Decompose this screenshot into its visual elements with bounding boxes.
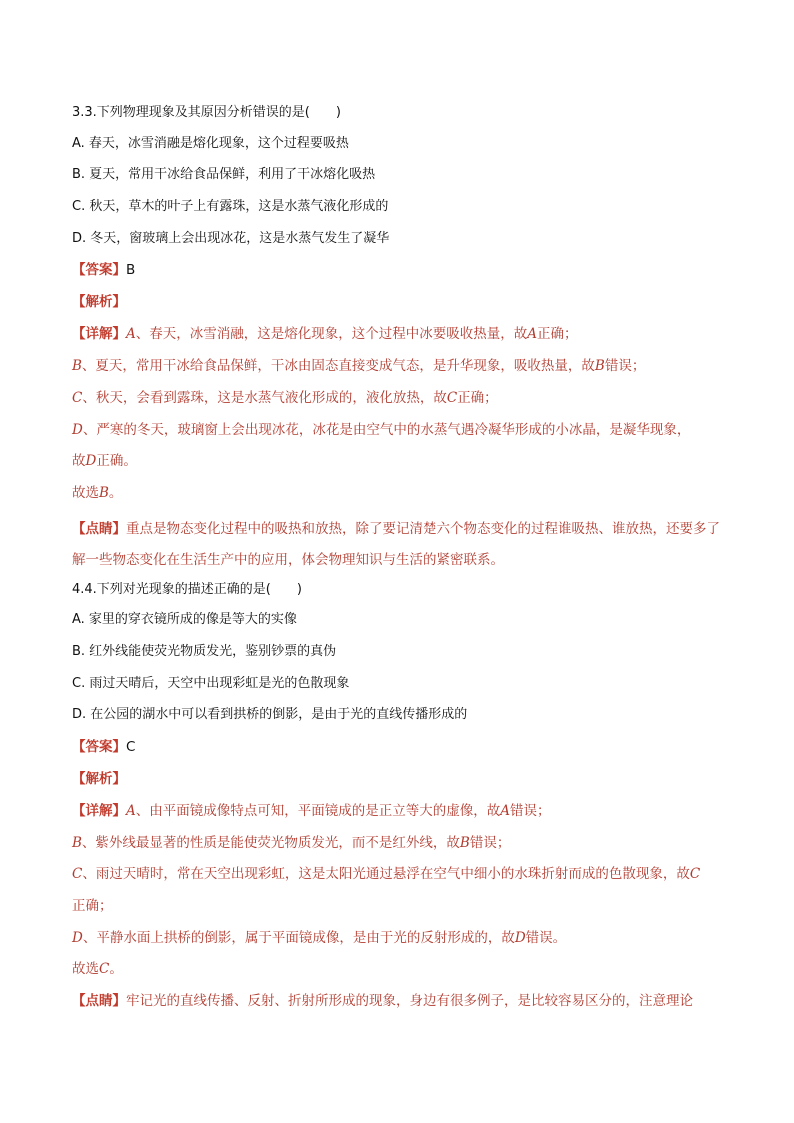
answer-value: C — [126, 739, 136, 755]
question-3-answer — [72, 260, 722, 280]
detail-letter: C — [72, 866, 83, 882]
answer-tag: 【答案】 — [72, 262, 126, 278]
question-3-option-a: A. 春天，冰雪消融是熔化现象，这个过程要吸热 — [72, 136, 349, 151]
question-4-option-d: D. 在公园的湖水中可以看到拱桥的倒影，是由于光的直线传播形成的 — [72, 707, 468, 722]
detail-tail: 正确； — [457, 390, 498, 406]
detail-tail: 正确； — [537, 326, 578, 342]
answer-value: B — [126, 262, 136, 278]
choose-prefix: 故选 — [72, 485, 99, 501]
analysis-tag: 【解析】 — [72, 294, 126, 310]
remark-tag: 【点睛】 — [72, 993, 126, 1009]
choose-suffix: 。 — [109, 961, 123, 977]
question-3-title: 3.3.下列物理现象及其原因分析错误的是( ) — [72, 105, 341, 120]
detail-text: 、平静水面上拱桥的倒影，属于平面镜成像，是由于光的反射形成的，故 — [82, 930, 515, 946]
question-4-option-c: C. 雨过天晴后，天空中出现彩虹是光的色散现象 — [72, 676, 350, 691]
question-3-analysis — [72, 292, 722, 312]
detail-tail: 错误； — [604, 358, 646, 374]
detail-tail: 正确。 — [96, 453, 137, 469]
detail-text: 、雨过天晴时，常在天空出现彩虹，这是太阳光通过悬浮在空气中细小的水珠折射而成的色散现象，故 — [82, 866, 690, 882]
choose-letter: B — [99, 485, 109, 501]
question-4-detail-c-cont — [72, 896, 722, 916]
question-4-option-b: B. 红外线能使荧光物质发光，鉴别钞票的真伪 — [72, 644, 337, 659]
detail-text: 、春天，冰雪消融，这是熔化现象，这个过程中冰要吸收热量，故 — [135, 326, 528, 342]
detail-letter: A — [500, 803, 510, 819]
analysis-tag: 【解析】 — [72, 771, 126, 787]
question-3-detail-c — [72, 388, 722, 408]
detail-letter: A — [126, 326, 136, 342]
question-3-option-c: C. 秋天，草木的叶子上有露珠，这是水蒸气液化形成的 — [72, 199, 389, 214]
question-3-detail-d — [72, 420, 722, 440]
question-4-remark — [72, 991, 752, 1011]
choose-prefix: 故选 — [72, 961, 99, 977]
answer-tag: 【答案】 — [72, 739, 126, 755]
detail-letter: B — [72, 835, 82, 851]
detail-text: 、由平面镜成像特点可知，平面镜成的是正立等大的虚像，故 — [135, 803, 501, 819]
question-3-option-d: D. 冬天，窗玻璃上会出现冰花，这是水蒸气发生了凝华 — [72, 231, 390, 246]
question-3-detail-d-cont — [72, 451, 722, 471]
question-3-choose — [72, 483, 722, 503]
detail-tag: 【详解】 — [72, 326, 126, 342]
detail-letter: A — [126, 803, 136, 819]
detail-letter: D — [72, 930, 83, 946]
detail-tail: 正确； — [72, 898, 113, 914]
detail-letter: C — [446, 390, 458, 406]
remark-text: 牢记光的直线传播、反射、折射所形成的现象，身边有很多例子，是比较容易区分的，注意理论 — [126, 993, 693, 1009]
detail-tail: 错误； — [510, 803, 551, 819]
choose-suffix: 。 — [108, 485, 123, 501]
question-4-title: 4.4.下列对光现象的描述正确的是( ) — [72, 582, 302, 597]
detail-text: 、秋天，会看到露珠，这是水蒸气液化形成的，液化放热，故 — [82, 390, 447, 406]
detail-letter: B — [72, 358, 82, 374]
question-3-detail-b — [72, 356, 722, 376]
detail-tag: 【详解】 — [72, 803, 126, 819]
detail-tail: 错误； — [469, 835, 511, 851]
detail-text: 、严寒的冬天，玻璃窗上会出现冰花，冰花是由空气中的水蒸气遇冷凝华形成的小冰晶，是凝华现象， — [82, 422, 691, 438]
detail-letter: D — [85, 453, 97, 469]
detail-letter: C — [689, 866, 701, 882]
detail-text: 、紫外线最显著的性质是能使荧光物质发光，而不是红外线，故 — [81, 835, 460, 851]
detail-letter: C — [72, 390, 83, 406]
detail-prefix: 故 — [72, 453, 86, 469]
detail-letter: A — [527, 326, 537, 342]
detail-letter: D — [72, 422, 83, 438]
remark-text: 重点是物态变化过程中的吸热和放热，除了要记清楚六个物态变化的过程谁吸热、谁放热，还要多了解一些物态变化在生活生产中的应用，体会物理知识与生活的紧密联系。 — [72, 521, 720, 568]
question-4-detail-a — [72, 801, 722, 821]
question-4-answer — [72, 737, 722, 757]
question-4-choose — [72, 959, 722, 979]
remark-tag: 【点睛】 — [72, 521, 126, 537]
question-3-detail-a — [72, 324, 722, 344]
question-4-detail-d — [72, 928, 722, 948]
question-4-option-a: A. 家里的穿衣镜所成的像是等大的实像 — [72, 612, 297, 627]
question-3-option-b: B. 夏天，常用干冰给食品保鲜，利用了干冰熔化吸热 — [72, 167, 376, 182]
detail-text: 、夏天，常用干冰给食品保鲜，干冰由固态直接变成气态，是升华现象，吸收热量，故 — [81, 358, 595, 374]
detail-letter: B — [459, 835, 470, 851]
question-4-detail-b — [72, 833, 722, 853]
question-4-detail-c — [72, 864, 722, 884]
detail-letter: B — [594, 358, 605, 374]
detail-letter: D — [514, 930, 526, 946]
question-3-remark — [72, 514, 722, 576]
question-4-analysis — [72, 769, 722, 789]
choose-letter: C — [99, 961, 110, 977]
detail-tail: 错误。 — [525, 930, 567, 946]
